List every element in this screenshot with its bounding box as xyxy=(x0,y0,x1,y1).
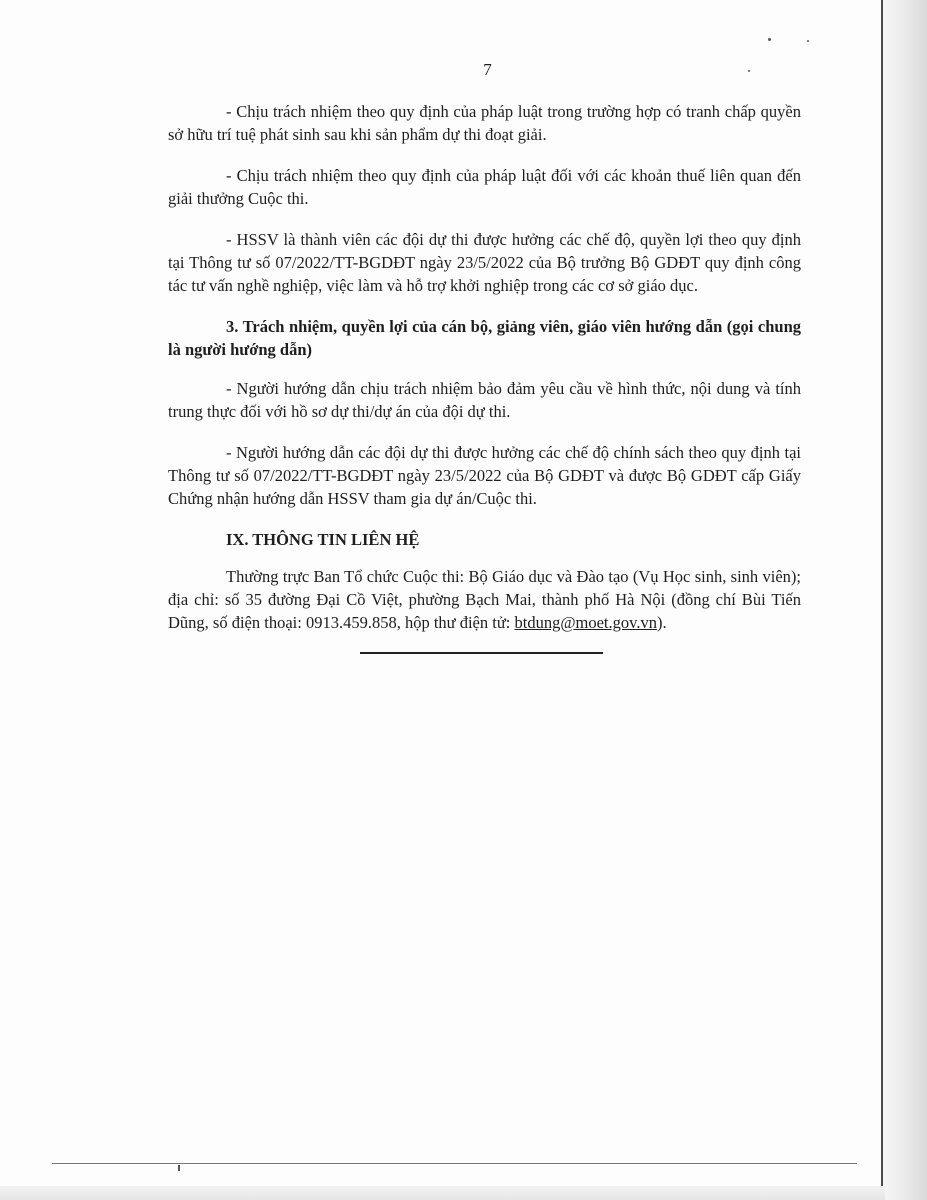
end-divider xyxy=(360,652,603,654)
scan-bottom-line xyxy=(52,1163,857,1164)
contact-text: Thường trực Ban Tổ chức Cuộc thi: Bộ Giáo dục và Đào tạo (Vụ Học sinh, sinh viên); địa chỉ: số 35 đường Đại Cồ Việt, phường Bạch Mai, thành phố Hà Nội (đồng chí Bùi Tiến Dũng, số điện thoại: 0913.459.858, hộp thư điện tử: xyxy=(168,567,801,632)
heading-contact-info: IX. THÔNG TIN LIÊN HỆ xyxy=(226,530,420,549)
scan-speck xyxy=(768,38,771,41)
scan-speck xyxy=(807,40,809,42)
email-link[interactable]: btdung@moet.gov.vn xyxy=(514,613,657,632)
paragraph-contact xyxy=(168,565,801,634)
heading-advisor-responsibilities: 3. Trách nhiệm, quyền lợi của cán bộ, giảng viên, giáo viên hướng dẫn (gọi chung là người hướng dẫn) xyxy=(168,317,801,359)
scan-speck xyxy=(178,1165,180,1171)
page-number: 7 xyxy=(483,60,492,79)
paragraph-advisor-duty: - Người hướng dẫn chịu trách nhiệm bảo đảm yêu cầu về hình thức, nội dung và tính trung thực đối với hồ sơ dự thi/dự án của đội dự thi. xyxy=(168,379,801,421)
paragraph-ip-dispute: - Chịu trách nhiệm theo quy định của pháp luật trong trường hợp có tranh chấp quyền sở hữu trí tuệ phát sinh sau khi sản phẩm dự thi đoạt giải. xyxy=(168,102,801,144)
document-body xyxy=(168,100,801,654)
contact-closing: ). xyxy=(656,613,667,632)
paragraph-tax: - Chịu trách nhiệm theo quy định của pháp luật đối với các khoản thuế liên quan đến giải thưởng Cuộc thi. xyxy=(168,166,801,208)
paragraph-student-benefits: - HSSV là thành viên các đội dự thi được hưởng các chế độ, quyền lợi theo quy định tại Thông tư số 07/2022/TT-BGDĐT ngày 23/5/2022 của Bộ trưởng Bộ GDĐT quy định công tác tư vấn nghề nghiệp, việc làm và hỗ trợ khởi nghiệp trong các cơ sở giáo dục. xyxy=(168,230,801,295)
scan-bottom-shade xyxy=(0,1186,885,1200)
paragraph-advisor-benefits: - Người hướng dẫn các đội dự thi được hưởng các chế độ chính sách theo quy định tại Thông tư số 07/2022/TT-BGDĐT ngày 23/5/2022 của Bộ GDĐT và được Bộ GDĐT cấp Giấy Chứng nhận hướng dẫn HSSV tham gia dự án/Cuộc thi. xyxy=(168,443,801,508)
scan-edge xyxy=(881,0,927,1200)
